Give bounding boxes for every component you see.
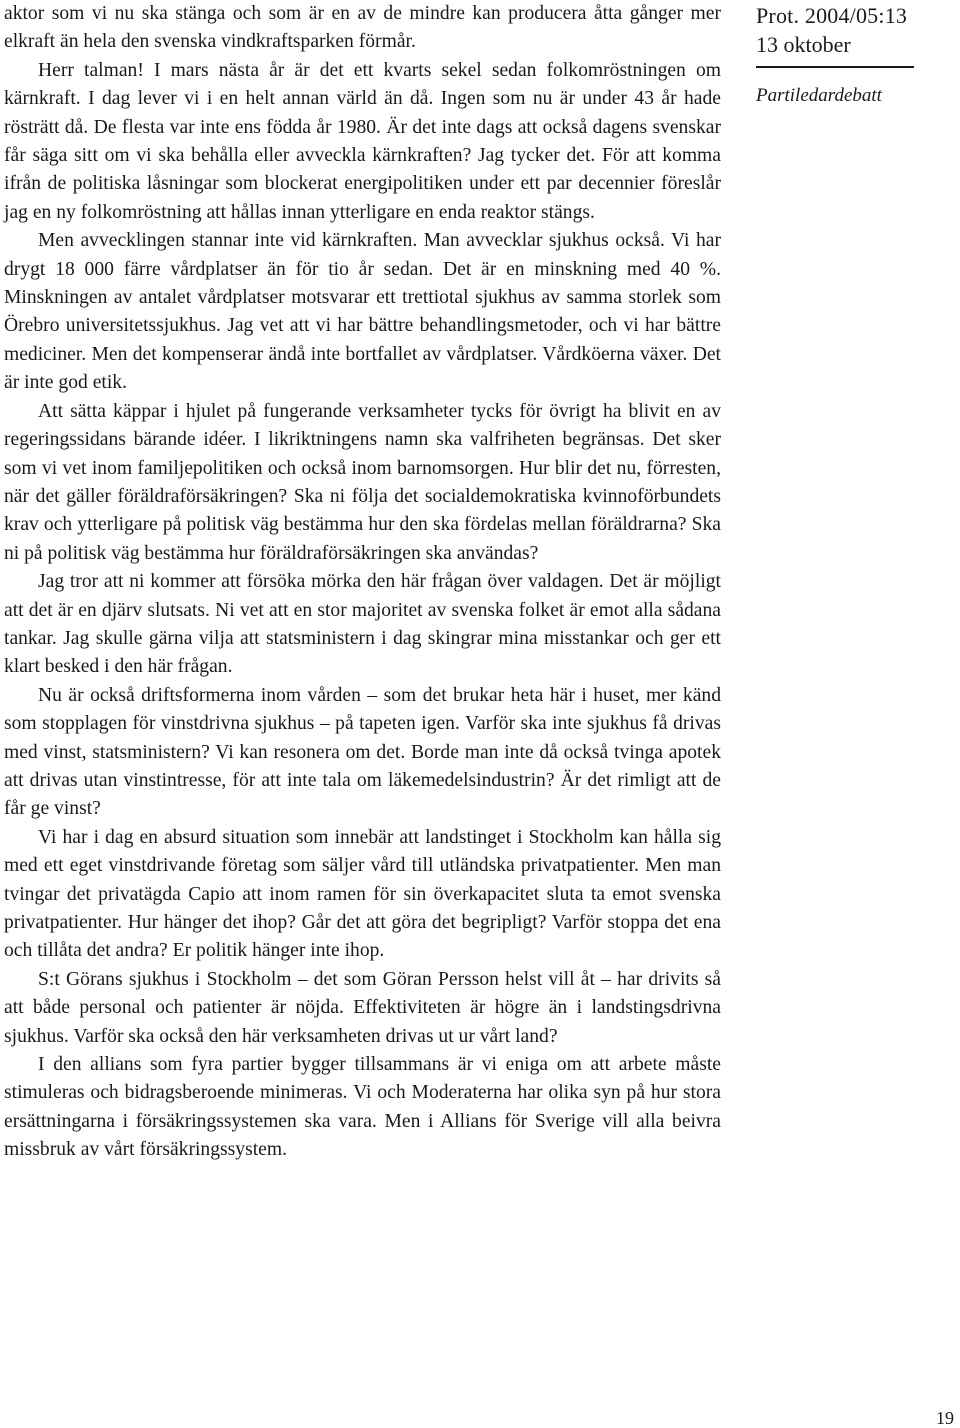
- paragraph: Men avvecklingen stannar inte vid kärnkraften. Man avvecklar sjukhus också. Vi har drygt 18 000 färre vårdplatser än för tio år sedan. Det är en minskning med 40 %. Minskningen av antalet vårdplatser motsvarar ett trettiotal sjukhus av samma storlek som Örebro universitetssjukhus. Jag vet att vi har bättre behandlingsmetoder, och vi har bättre mediciner. Men det kompenserar ändå inte bortfallet av vårdplatser. Vårdköerna växer. Det är inte god etik.: [4, 230, 721, 394]
- paragraph: Nu är också driftsformerna inom vården – som det brukar heta här i huset, mer känd som stopplagen för vinstdrivna sjukhus – på tapeten igen. Varför ska inte sjukhus få drivas med vinst, statsministern? Vi kan resonera om det. Borde man inte då också tvinga apotek att drivas utan vinstintresse, för att inte tala om läkemedelsindustrin? Är det rimligt att de får ge vinst?: [4, 684, 721, 820]
- paragraph: Att sätta käppar i hjulet på fungerande verksamheter tycks för övrigt ha blivit en av regeringssidans bärande idéer. I likriktningens namn ska valfriheten begränsas. Det sker som vi vet inom familjepolitiken och också inom barnomsorgen. Hur blir det nu, förresten, när det gäller föräldraförsäkringen? Ska ni följa det socialdemokratiska kvinnoförbundets krav och ytterligare på politisk väg bestämma hur den ska fördelas mellan föräldrarna? Ska ni på politisk väg bestämma hur föräldraförsäkringen ska användas?: [4, 400, 721, 564]
- session-date: 13 oktober: [756, 32, 851, 57]
- paragraph: Vi har i dag en absurd situation som innebär att landstinget i Stockholm kan hålla sig med ett eget vinstdrivande företag som säljer vård till utländska privatpatienter. Men man tvingar det privatägda Capio att inom ramen för sin överkapacitet sluta ta emot svenska privatpatienter. Hur hänger det ihop? Går det att göra det begripligt? Varför stoppa det ena och tillåta det andra? Er politik hänger inte ihop.: [4, 826, 721, 962]
- paragraph: aktor som vi nu ska stänga och som är en av de mindre kan producera åtta gånger mer elkraft än hela den svenska vindkraftsparken förmår.: [4, 3, 721, 53]
- paragraph: S:t Görans sjukhus i Stockholm – det som Göran Persson helst vill åt – har drivits så att både personal och patienter är nöjda. Effektiviteten är högre än i landstingsdrivna sjukhus. Varför ska också den här verksamheten drivas ut ur vårt land?: [4, 968, 721, 1047]
- page-number: 19: [936, 1408, 954, 1428]
- section-title: Partiledardebatt: [756, 85, 882, 106]
- speech-body: [4, 0, 721, 1165]
- paragraph: I den allians som fyra partier bygger tillsammans är vi eniga om att arbete måste stimuleras och bidragsberoende minimeras. Vi och Moderaterna har olika syn på hur stora ersättningarna i försäkringssystemen ska vara. Men i Allians för Sverige vill alla beivra missbruk av vårt försäkringssystem.: [4, 1054, 721, 1161]
- paragraph: Jag tror att ni kommer att försöka mörka den här frågan över valdagen. Det är möjligt att det är en djärv slutsats. Ni vet att en stor majoritet av svenska folket är emot alla sådana tankar. Jag skulle gärna vilja att statsministern i dag skingrar mina misstankar och ger ett klart besked i den här frågan.: [4, 571, 721, 678]
- protocol-number: Prot. 2004/05:13: [756, 3, 908, 28]
- margin-header: [756, 2, 956, 108]
- header-divider: [756, 66, 914, 68]
- paragraph: Herr talman! I mars nästa år är det ett kvarts sekel sedan folkomröstningen om kärnkraft. I dag lever vi i en helt annan värld än då. Ingen som nu är under 43 år hade rösträtt då. De flesta var inte ens födda år 1980. Är det inte dags att också dagens svenskar får säga sitt om vi ska behålla eller avveckla kärnkraften? Jag tycker det. För att komma ifrån de politiska låsningar som blockerat energipolitiken under ett par decennier föreslår jag en ny folkomröstning att hållas innan ytterligare en enda reaktor stängs.: [4, 59, 721, 223]
